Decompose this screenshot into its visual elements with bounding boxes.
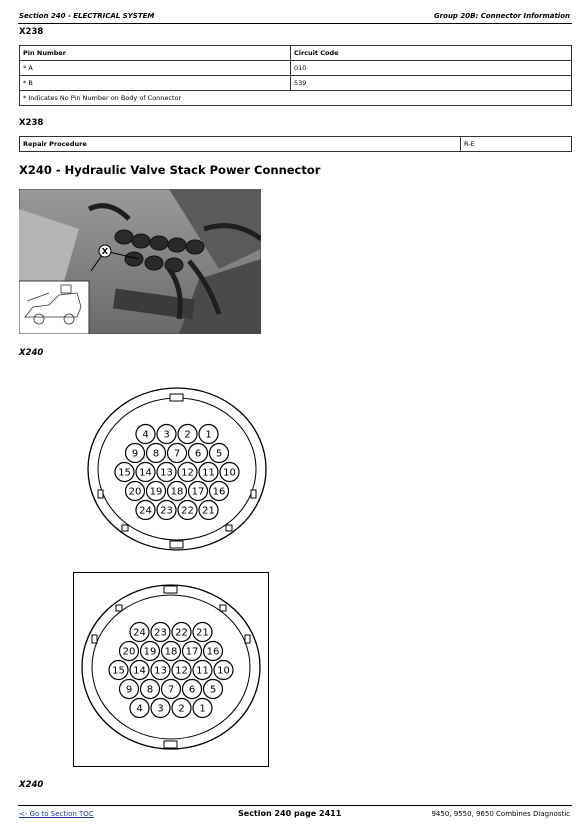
pin-number: 2 [178, 703, 185, 715]
pin-number: 5 [215, 448, 223, 460]
pin-number: 22 [175, 627, 188, 639]
page-number: Section 240 page 2411 [238, 809, 342, 818]
pin-number: 3 [157, 703, 164, 715]
pin-number: 6 [194, 448, 202, 460]
repair-procedure-label: Repair Procedure [20, 137, 461, 152]
pin-number: 2 [184, 429, 191, 441]
figure-label-top: X240 [19, 348, 44, 358]
table-row [20, 76, 572, 91]
pin-number: 23 [160, 505, 173, 517]
pin-cell: * A [20, 61, 291, 76]
pin-number: 18 [164, 646, 178, 658]
pin-number: 11 [196, 665, 209, 677]
group-header: Group 20B: Connector Information [433, 12, 570, 20]
pin-number: 22 [181, 505, 194, 517]
pin-number: 24 [139, 505, 152, 517]
manual-title: 9450, 9550, 9650 Combines Diagnostic [431, 810, 570, 818]
table-note-row [20, 91, 572, 106]
code-cell: 539 [291, 76, 572, 91]
pin-number: 10 [223, 467, 236, 479]
pin-number: 16 [206, 646, 220, 658]
valve-stack-photo [19, 189, 261, 334]
photo-callout: X [101, 247, 109, 256]
col-circuit-code: Circuit Code [291, 46, 572, 61]
pin-number: 1 [205, 429, 212, 441]
x238-label-2: X238 [19, 118, 44, 128]
pin-cell: * B [20, 76, 291, 91]
pin-number: 5 [209, 684, 217, 696]
header-rule [18, 23, 572, 24]
x238-pin-table [19, 45, 572, 106]
pin-number: 9 [131, 448, 139, 460]
connector-face-bottom [80, 583, 262, 751]
code-cell: 010 [291, 61, 572, 76]
pin-number: 13 [154, 665, 167, 677]
pin-number: 11 [202, 467, 215, 479]
pin-number: 7 [167, 684, 175, 696]
pin-number: 20 [128, 486, 142, 498]
pin-number: 8 [152, 448, 160, 460]
x238-repair-table [19, 136, 572, 152]
pin-number: 21 [196, 627, 209, 639]
pin-number: 3 [163, 429, 170, 441]
pin-number: 17 [185, 646, 199, 658]
go-to-section-toc-link[interactable]: <- Go to Section TOC [19, 810, 94, 818]
repair-procedure-value: R-E [461, 137, 572, 152]
pin-number: 15 [118, 467, 131, 479]
table-row [20, 61, 572, 76]
pin-number: 9 [125, 684, 133, 696]
pin-number: 7 [173, 448, 181, 460]
pin-number: 12 [175, 665, 188, 677]
table-header-row [20, 46, 572, 61]
footer-rule [18, 805, 572, 806]
pin-number: 15 [112, 665, 125, 677]
pin-number: 4 [136, 703, 143, 715]
pin-number: 19 [143, 646, 157, 658]
pin-number: 12 [181, 467, 194, 479]
pin-number: 23 [154, 627, 167, 639]
pin-number: 19 [149, 486, 163, 498]
section-title: X240 - Hydraulic Valve Stack Power Connector [19, 163, 321, 177]
pin-number: 16 [212, 486, 226, 498]
pin-number: 21 [202, 505, 215, 517]
pin-number: 14 [139, 467, 152, 479]
figure-label-bottom: X240 [19, 780, 44, 790]
table-note: * Indicates No Pin Number on Body of Connector [20, 91, 572, 106]
pin-number: 10 [217, 665, 230, 677]
table-row [20, 137, 572, 152]
pin-number: 6 [188, 684, 196, 696]
pin-number: 4 [142, 429, 149, 441]
pin-number: 24 [133, 627, 146, 639]
pin-number: 8 [146, 684, 154, 696]
x238-label-1: X238 [19, 27, 44, 37]
col-pin-number: Pin Number [20, 46, 291, 61]
pin-number: 18 [170, 486, 184, 498]
pin-number: 17 [191, 486, 205, 498]
connector-face-top [86, 386, 268, 552]
pin-number: 20 [122, 646, 136, 658]
pin-number: 13 [160, 467, 173, 479]
pin-number: 1 [199, 703, 206, 715]
section-header: Section 240 - ELECTRICAL SYSTEM [19, 12, 155, 20]
pin-number: 14 [133, 665, 146, 677]
